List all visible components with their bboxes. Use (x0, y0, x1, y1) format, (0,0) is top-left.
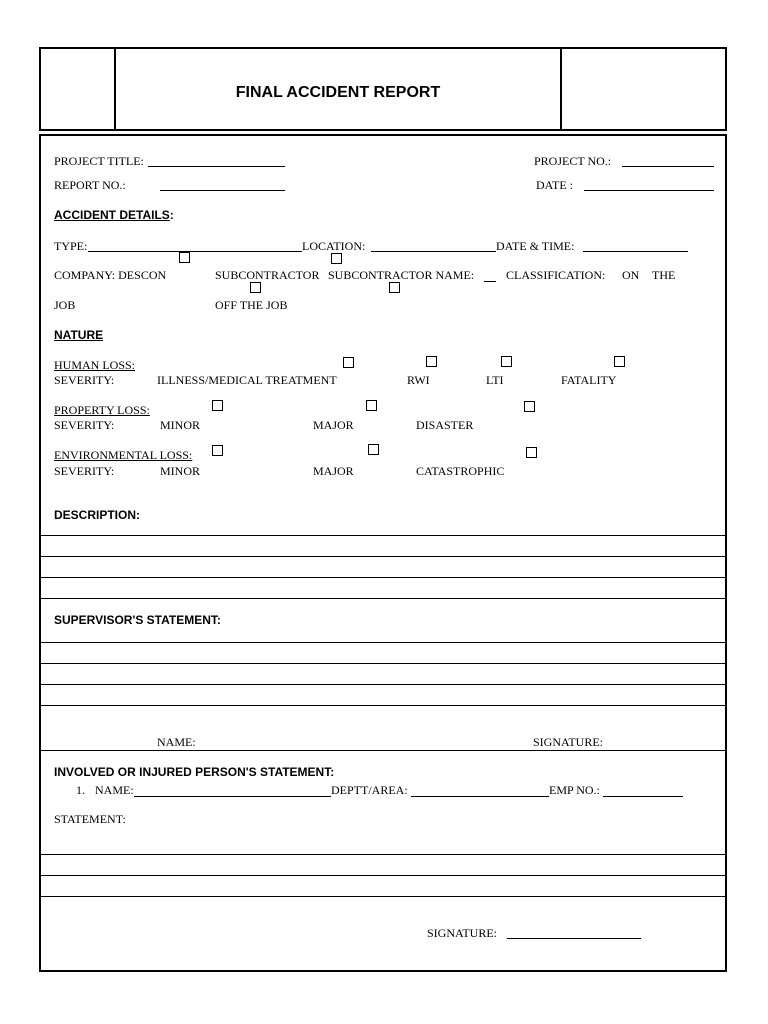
datetime-label: DATE & TIME: (496, 239, 575, 253)
human-option-illness: ILLNESS/MEDICAL TREATMENT (157, 373, 337, 387)
property-severity-label: SEVERITY: (54, 418, 115, 432)
property-minor-checkbox[interactable] (212, 400, 223, 411)
property-loss-label: PROPERTY LOSS: (54, 403, 150, 417)
involved-name-label: NAME: (95, 783, 134, 797)
involved-dept-field[interactable] (411, 796, 549, 797)
property-option-disaster: DISASTER (416, 418, 474, 432)
on-label: ON (622, 268, 640, 282)
statement-line-2[interactable] (39, 875, 727, 876)
off-the-job-checkbox[interactable] (389, 282, 400, 293)
off-the-job-label: OFF THE JOB (215, 298, 288, 312)
environmental-severity-label: SEVERITY: (54, 464, 115, 478)
accident-details-heading (54, 208, 174, 222)
supervisor-line-1[interactable] (39, 642, 727, 643)
subcontractor-checkbox[interactable] (331, 253, 342, 264)
property-option-minor: MINOR (160, 418, 201, 432)
date-label: DATE : (536, 178, 573, 192)
human-loss-label: HUMAN LOSS: (54, 358, 136, 372)
project-no-label: PROJECT NO.: (534, 154, 612, 168)
environmental-option-minor: MINOR (160, 464, 201, 478)
supervisor-name-label: NAME: (157, 735, 196, 749)
property-major-checkbox[interactable] (366, 400, 377, 411)
human-option-lti: LTI (486, 373, 504, 387)
involved-emp-no-field[interactable] (603, 796, 683, 797)
type-label: TYPE: (54, 239, 88, 253)
classification-label: CLASSIFICATION: (506, 268, 606, 282)
statement-line-3[interactable] (39, 896, 727, 897)
supervisor-line-3[interactable] (39, 684, 727, 685)
datetime-field[interactable] (583, 251, 688, 252)
property-disaster-checkbox[interactable] (524, 401, 535, 412)
company-label: COMPANY: DESCON (54, 268, 167, 282)
rwi-checkbox[interactable] (426, 356, 437, 367)
subcontractor-label: SUBCONTRACTOR (215, 268, 320, 282)
project-title-field[interactable] (148, 166, 285, 167)
involved-statement-label: STATEMENT: (54, 812, 126, 826)
report-title: FINAL ACCIDENT REPORT (235, 84, 441, 101)
supervisor-line-2[interactable] (39, 663, 727, 664)
description-line-1[interactable] (39, 535, 727, 536)
nature-heading: NATURE (54, 328, 104, 342)
illness-medical-checkbox[interactable] (343, 357, 354, 368)
fatality-checkbox[interactable] (614, 356, 625, 367)
accident-details-heading-colon: : (169, 208, 174, 222)
property-option-major: MAJOR (313, 418, 354, 432)
involved-heading: INVOLVED OR INJURED PERSON'S STATEMENT: (54, 765, 335, 779)
supervisor-line-4[interactable] (39, 705, 727, 706)
subcontractor-name-label: SUBCONTRACTOR NAME: (328, 268, 475, 282)
project-title-label: PROJECT TITLE: (54, 154, 144, 168)
environmental-option-major: MAJOR (313, 464, 354, 478)
human-option-fatality: FATALITY (561, 373, 617, 387)
involved-dept-label: DEPTT/AREA: (331, 783, 408, 797)
involved-signature-field[interactable] (507, 938, 641, 939)
involved-name-field[interactable] (134, 796, 331, 797)
on-the-job-checkbox[interactable] (250, 282, 261, 293)
environmental-option-catastrophic: CATASTROPHIC (416, 464, 505, 478)
project-no-field[interactable] (622, 166, 714, 167)
human-option-rwi: RWI (407, 373, 430, 387)
company-descon-checkbox[interactable] (179, 252, 190, 263)
supervisor-signature-label: SIGNATURE: (533, 735, 604, 749)
supervisor-heading: SUPERVISOR'S STATEMENT: (54, 613, 221, 627)
location-field[interactable] (371, 251, 496, 252)
form-body (39, 134, 727, 972)
statement-line-1[interactable] (39, 854, 727, 855)
supervisor-section-divider (39, 750, 727, 751)
lti-checkbox[interactable] (501, 356, 512, 367)
environmental-loss-label: ENVIRONMENTAL LOSS: (54, 448, 193, 462)
involved-signature-label: SIGNATURE: (427, 926, 498, 940)
environmental-catastrophic-checkbox[interactable] (526, 447, 537, 458)
involved-item-number: 1. (76, 783, 85, 797)
job-label: JOB (54, 298, 76, 312)
environmental-minor-checkbox[interactable] (212, 445, 223, 456)
involved-emp-no-label: EMP NO.: (549, 783, 600, 797)
description-line-3[interactable] (39, 577, 727, 578)
date-field[interactable] (584, 190, 714, 191)
description-heading: DESCRIPTION: (54, 508, 141, 522)
type-field[interactable] (88, 251, 302, 252)
the-label: THE (652, 268, 676, 282)
description-line-4[interactable] (39, 598, 727, 599)
accident-details-heading-text: ACCIDENT DETAILS (54, 208, 170, 222)
human-severity-label: SEVERITY: (54, 373, 115, 387)
environmental-major-checkbox[interactable] (368, 444, 379, 455)
report-no-label: REPORT NO.: (54, 178, 126, 192)
location-label: LOCATION: (302, 239, 366, 253)
header-divider-right (560, 47, 562, 131)
description-line-2[interactable] (39, 556, 727, 557)
report-no-field[interactable] (160, 190, 285, 191)
subcontractor-name-field[interactable] (484, 281, 496, 282)
